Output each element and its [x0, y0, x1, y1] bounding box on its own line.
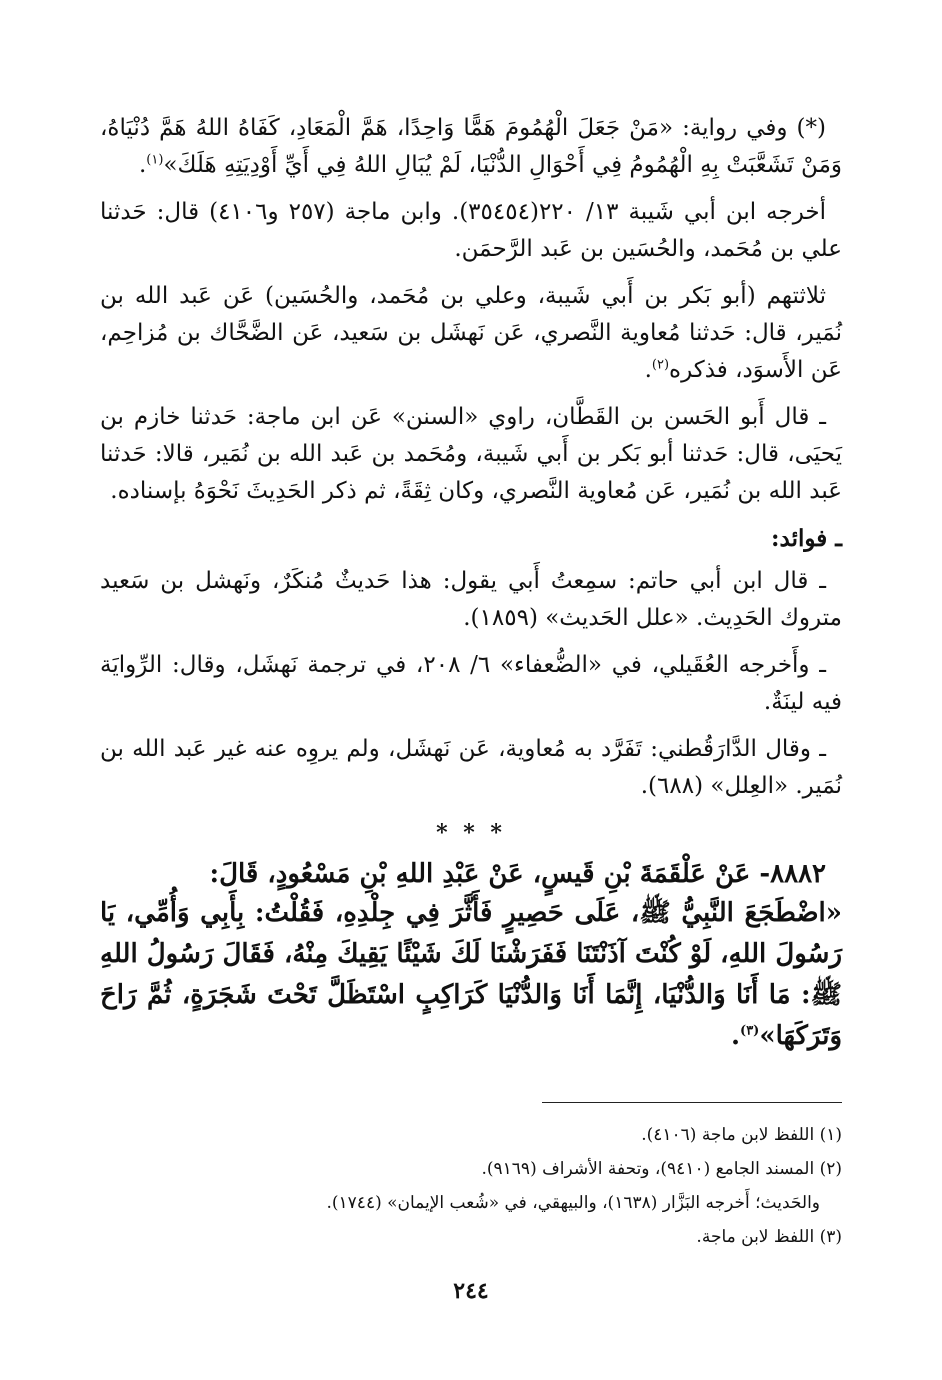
paragraph-text: (*) وفي رواية: «مَنْ جَعَلَ الْهُمُومَ هَمًّا وَاحِدًا، هَمَّ الْمَعَادِ، كَفَاهُ اللهُ هَمَّ دُنْيَاهُ، وَمَنْ تَشَعَّبَتْ بِهِ الْهُمُومُ فِي أَحْوَالِ الدُّنْيَا، لَمْ يُبَالِ اللهُ فِي أَيِّ أَوْدِيَتِهِ هَلَكَ» [100, 115, 842, 178]
narration-variant [100, 110, 842, 184]
footnote-1: (١) اللفظ لابن ماجة (٤١٠٦). [641, 1125, 842, 1145]
fawaid-item: ـ قال ابن أبي حاتم: سمِعتُ أَبي يقول: هذا حَديثٌ مُنكَرٌ، ونَهشل بن سَعيد متروك الحَدِيث. «علل الحَديث» (١٨٥٩). [100, 568, 842, 631]
hadith-body-text: «اضْطَجَعَ النَّبِيُّ ﷺ، عَلَى حَصِيرٍ فَأَثَّرَ فِي جِلْدِهِ، فَقُلْتُ: بِأَبِي وَأُمِّي، يَا رَسُولَ اللهِ، لَوْ كُنْتَ آذَنْتَنَا فَفَرَشْنَا لَكَ شَيْئًا يَقِيكَ مِنْهُ، فَقَالَ رَسُولُ اللهِ ﷺ: مَا أَنَا وَالدُّنْيَا، إِنَّمَا أَنَا وَالدُّنْيَا كَرَاكِبٍ اسْتَظَلَّ تَحْتَ شَجَرَةٍ، ثُمَّ رَاحَ وَتَرَكَهَا» [100, 898, 842, 1051]
footnote-2-continuation: والحَديث؛ أَخرجه البَزَّار (١٦٣٨)، والبيهقي، في «شُعب الإيمان» (١٧٤٤). [326, 1193, 820, 1213]
footnote-ref: (٢) [651, 357, 670, 373]
section-separator: * * * [436, 820, 506, 846]
hadith-text [100, 893, 842, 1057]
footnotes [100, 1120, 842, 1256]
footnote-divider [542, 1102, 842, 1103]
fawaid-heading: ـ فوائد: [771, 525, 842, 552]
paragraph-text: أخرجه ابن أبي شَيبة ١٣/ ٢٢٠(٣٥٤٥٤). وابن ماجة (٢٥٧ و٤١٠٦) قال: حَدثنا علي بن مُحَمد، والحُسَين بن عَبد الرَّحمَن. [100, 199, 842, 262]
paragraph-text: ثلاثتهم (أبو بَكر بن أَبي شَيبة، وعلي بن مُحَمد، والحُسَين) عَن عَبد الله بن نُمَير، قال: حَدثنا مُعاوية النَّصري، عَن نَهشَل بن سَعيد، عَن الضَّحَّاك بن مُزاحِم، عَن الأَسوَد، فذكره [100, 283, 842, 383]
takhrij-paragraph [100, 194, 842, 268]
fawaid-item: ـ وأَخرجه العُقَيلي، في «الضُّعفاء» ٦/ ٢٠٨، في ترجمة نَهشَل، وقال: الرِّوايَة فيه لينَةٌ. [100, 652, 842, 715]
hadith-heading: ٨٨٨٢- عَنْ عَلْقَمَةَ بْنِ قَيسٍ، عَنْ عَبْدِ اللهِ بْنِ مَسْعُودٍ، قَالَ: [209, 859, 826, 889]
footnote-2: (٢) المسند الجامع (٩٤١٠)، وتحفة الأشراف (٩١٦٩). [481, 1159, 842, 1179]
narrator-paragraph [100, 399, 842, 510]
punctuation: . [730, 1021, 741, 1051]
punctuation: . [138, 152, 147, 178]
punctuation: . [644, 357, 652, 383]
footnote-ref: (٣) [740, 1023, 760, 1039]
fawaid-item: ـ وقال الدَّارَقُطني: تَفَرَّد به مُعاوية، عَن نَهشَل، ولم يروِه عنه غير عَبد الله بن نُمَير. «العِلل» (٦٨٨). [100, 736, 842, 799]
page-number: ٢٤٤ [453, 1278, 489, 1304]
chain-paragraph [100, 278, 842, 389]
main-text [100, 110, 842, 1057]
footnote-ref: (١) [146, 152, 164, 168]
footnote-3: (٣) اللفظ لابن ماجة. [696, 1227, 842, 1247]
paragraph-text: ـ قال أَبو الحَسن بن القَطَّان، راوي «السنن» عَن ابن ماجة: حَدثنا خازم بن يَحيَى، قال: حَدثنا أبو بَكر بن أَبي شَيبة، ومُحَمد بن عَبد الله بن نُمَير، قالا: حَدثنا عَبد الله بن نُمَير، عَن مُعاوية النَّصري، وكان ثِقَةً، ثم ذكر الحَدِيثَ نَحْوَهُ بإسناده. [100, 404, 842, 504]
